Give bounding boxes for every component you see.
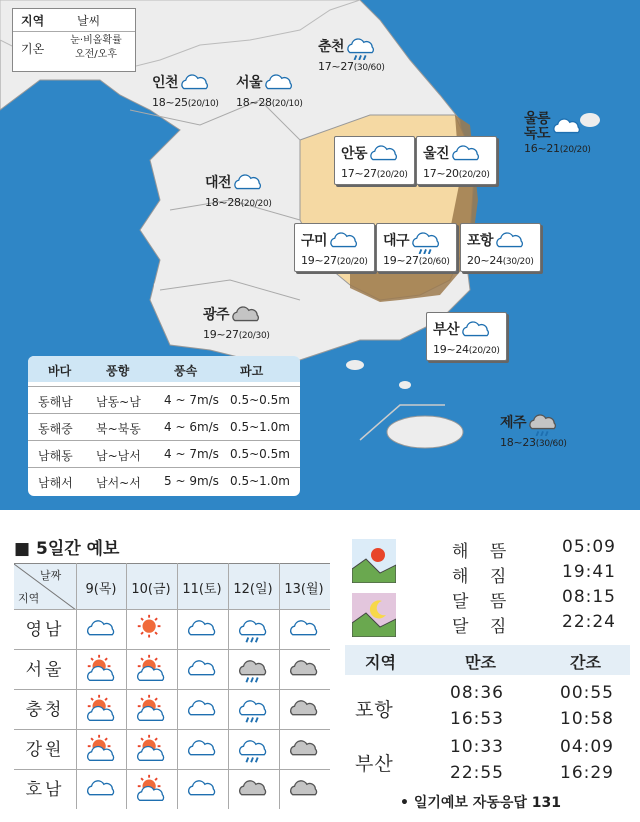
forecast-title: ■ 5일간 예보 [14,539,120,559]
sea-row [28,413,300,440]
sea-cell: 0.5~0.5m [230,447,290,461]
sun-cloud-icon [134,654,168,684]
city-name: 광주 [203,306,230,323]
city-11 [426,312,507,361]
cloud-icon [178,70,212,96]
sun-row [352,562,632,586]
sun-label: 해 뜸 [452,542,515,562]
sun-row [352,612,632,636]
forecast-day: 12(일) [233,582,273,597]
cloud-icon [459,317,493,343]
city-name: 울진 [423,145,450,162]
legend-prob: 눈·비올확률 오전/오후 [70,35,122,60]
sea-cell: 4 ~ 7m/s [164,393,219,407]
sea-cell: 남해서 [38,476,73,490]
city-12 [500,410,567,449]
city-10 [203,302,270,341]
forecast-icon-cell [84,774,118,804]
sun-cloud-icon [134,694,168,724]
city-name: 구미 [301,232,328,249]
tide-table [345,645,630,785]
sea-cell: 5 ~ 9m/s [164,474,219,488]
sun-label: 해 짐 [452,567,515,587]
cloud-rain-icon [236,614,270,644]
cloud-icon [367,141,401,167]
city-name: 울릉 독도 [524,111,551,142]
forecast-day: 9(목) [85,582,117,597]
forecast-table [14,563,330,809]
city-name: 대전 [205,174,232,191]
forecast-icon-cell [236,774,270,804]
sea-cell: 4 ~ 7m/s [164,447,219,461]
forecast-row [14,769,330,810]
forecast-icon-cell [287,694,321,724]
forecast-icon-cell [134,774,168,804]
sea-cell: 동해남 [38,395,73,409]
forecast-day: 11(토) [182,582,222,597]
corner-region: 지역 [18,592,40,605]
sea-header-cell: 바다 [48,364,72,378]
forecast-header [14,563,330,610]
forecast-day: 13(월) [284,582,324,597]
forecast-region: 서울 [25,660,65,680]
sea-cell: 0.5~1.0m [230,474,290,488]
sun-row [352,587,632,611]
tide-high: 16:53 [450,709,504,729]
city-name: 서울 [236,74,263,91]
city-temp: 19~27(20/30) [203,328,270,341]
city-temp: 19~24(20/20) [433,343,500,356]
city-temp: 17~20(20/20) [423,167,490,180]
tide-header-high: 만조 [465,653,496,672]
forecast-icon-cell [134,694,168,724]
sea-cell: 남해동 [38,449,73,463]
forecast-icon-cell [185,694,219,724]
tide-header-low: 간조 [570,653,601,672]
cloud-icon [287,614,321,644]
legend-region: 지역 [21,14,45,28]
dark-cloud-icon [287,694,321,724]
sea-header-cell: 풍속 [174,364,198,378]
tide-low: 00:55 [560,683,614,703]
cloud-icon [185,614,219,644]
city-temp: 18~28(20/10) [236,96,303,109]
sun-moon-times [352,535,632,640]
cloud-icon [327,228,361,254]
city-6 [205,170,272,209]
tide-low: 16:29 [560,763,614,783]
sea-cell: 동해중 [38,422,73,436]
cloud-icon [493,228,527,254]
sun-time: 19:41 [562,562,616,582]
city-name: 인천 [152,74,179,91]
cloud-icon [185,734,219,764]
dark-cloud-icon [287,654,321,684]
city-temp: 17~27(30/60) [318,60,385,73]
sea-row [28,467,300,494]
tide-place: 포항 [355,699,394,721]
city-name: 안동 [341,145,368,162]
city-3 [524,112,591,155]
cloud-icon [231,170,265,196]
dark-cloud-rain-icon [236,654,270,684]
city-temp: 18~23(30/60) [500,436,567,449]
city-temp: 19~27(20/60) [383,254,450,267]
corner-date: 날짜 [40,569,62,582]
sea-conditions-table [28,356,300,496]
tide-header-region: 지역 [365,653,396,672]
footnote: • 일기예보 자동응답 131 [400,795,561,811]
city-temp: 17~27(20/20) [341,167,408,180]
cloud-rain-icon [344,34,378,60]
city-name: 춘천 [318,38,345,55]
sun-label: 달 뜸 [452,592,515,612]
dark-cloud-icon [287,774,321,804]
city-name: 대구 [383,232,410,249]
sea-header-cell: 풍향 [106,364,130,378]
dark-cloud-icon [287,734,321,764]
city-temp: 18~25(20/10) [152,96,219,109]
legend-weather: 날씨 [77,14,101,28]
cloud-rain-icon [236,734,270,764]
sea-cell: 4 ~ 6m/s [164,420,219,434]
forecast-row [14,729,330,770]
cloud-icon [449,141,483,167]
city-temp: 19~27(20/20) [301,254,368,267]
cloud-icon [84,614,118,644]
legend-temp: 기온 [21,42,45,56]
forecast-icon-cell [236,694,270,724]
forecast-row [14,609,330,650]
sun-cloud-icon [84,694,118,724]
forecast-icon-cell [287,614,321,644]
forecast-icon-cell [287,734,321,764]
forecast-icon-cell [185,614,219,644]
forecast-icon-cell [185,774,219,804]
cloud-icon [550,114,584,140]
sea-row [28,440,300,467]
forecast-day: 10(금) [131,582,171,597]
city-temp: 16~21(20/20) [524,142,591,155]
forecast-icon-cell [287,774,321,804]
sun-row [352,537,632,561]
sea-table-header [28,356,300,382]
city-temp: 20~24(30/20) [467,254,534,267]
forecast-region: 호남 [25,780,65,800]
tide-high: 10:33 [450,737,504,757]
forecast-icon-cell [134,734,168,764]
city-1 [152,70,219,109]
cloud-rain-icon [236,694,270,724]
city-4 [334,136,415,185]
cloud-icon [185,694,219,724]
sea-cell: 북~북동 [96,422,141,436]
sun-cloud-icon [134,734,168,764]
forecast-row [14,649,330,690]
sun-time: 22:24 [562,612,616,632]
forecast-icon-cell [134,614,168,644]
cloud-rain-icon [409,228,443,254]
dark-cloud-icon [229,302,263,328]
cloud-icon [84,774,118,804]
sea-cell: 0.5~0.5m [230,393,290,407]
city-temp: 18~28(20/20) [205,196,272,209]
city-5 [416,136,497,185]
tide-high: 22:55 [450,763,504,783]
city-8 [376,223,457,272]
forecast-icon-cell [134,654,168,684]
sea-row [28,386,300,413]
forecast-icon-cell [185,654,219,684]
sun-time: 08:15 [562,587,616,607]
sun-time: 05:09 [562,537,616,557]
tide-header [345,645,630,675]
sea-header-cell: 파고 [240,364,264,378]
forecast-icon-cell [236,654,270,684]
sun-icon [134,614,168,644]
sun-label: 달 짐 [452,617,515,637]
sun-cloud-icon [134,774,168,804]
city-7 [294,223,375,272]
city-name: 부산 [433,321,460,338]
city-0 [318,34,385,73]
sea-cell: 남~남서 [96,449,141,463]
cloud-icon [185,774,219,804]
cloud-icon [262,70,296,96]
city-name: 포항 [467,232,494,249]
forecast-row [14,689,330,730]
forecast-region: 강원 [25,740,65,760]
city-2 [236,70,303,109]
tide-place: 부산 [355,753,394,775]
cloud-icon [185,654,219,684]
forecast-region: 영남 [25,620,65,640]
city-name: 제주 [500,414,527,431]
forecast-region: 충청 [25,700,65,720]
forecast-icon-cell [84,654,118,684]
sun-cloud-icon [84,734,118,764]
forecast-icon-cell [236,614,270,644]
map-legend [12,8,136,72]
sea-cell: 0.5~1.0m [230,420,290,434]
city-9 [460,223,541,272]
forecast-icon-cell [84,614,118,644]
forecast-icon-cell [84,694,118,724]
forecast-icon-cell [287,654,321,684]
sun-cloud-icon [84,654,118,684]
sea-cell: 남동~남 [96,395,141,409]
dark-cloud-rain-icon [526,410,560,436]
tide-high: 08:36 [450,683,504,703]
tide-low: 10:58 [560,709,614,729]
forecast-icon-cell [84,734,118,764]
tide-low: 04:09 [560,737,614,757]
sea-cell: 남서~서 [96,476,141,490]
forecast-icon-cell [185,734,219,764]
dark-cloud-icon [236,774,270,804]
forecast-icon-cell [236,734,270,764]
